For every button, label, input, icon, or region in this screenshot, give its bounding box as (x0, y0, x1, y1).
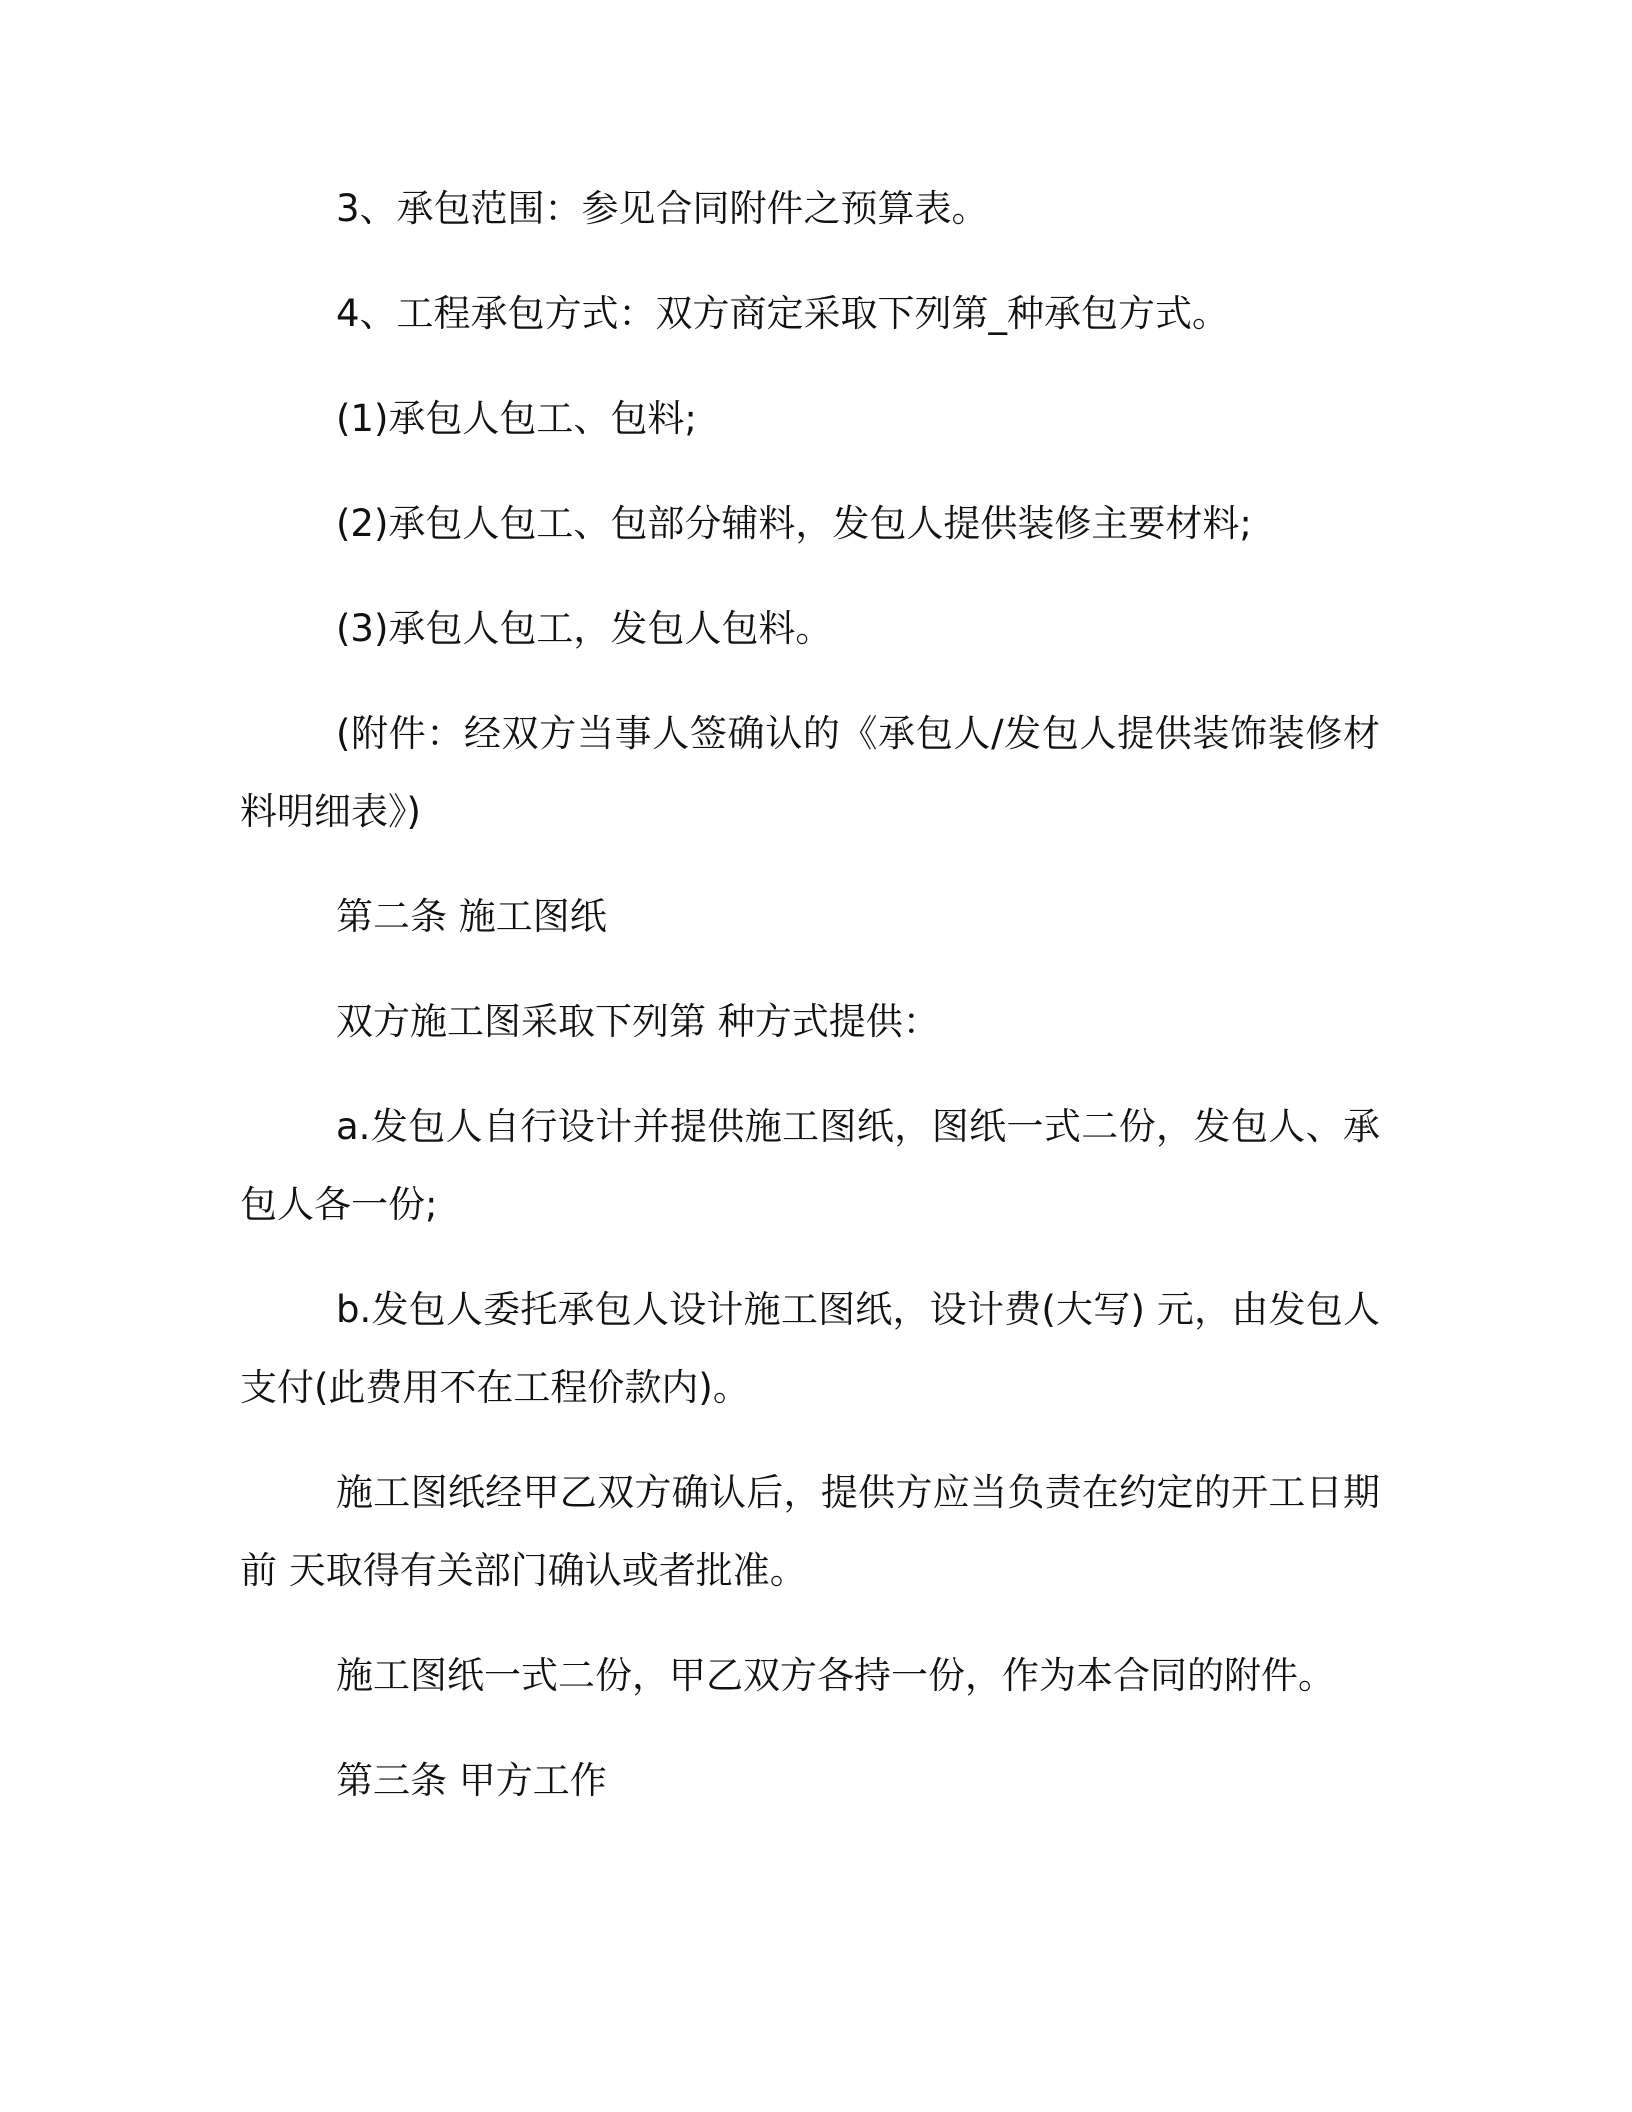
article-2-heading: 第二条 施工图纸 (336, 895, 607, 938)
clause-scope: 3、承包范围：参见合同附件之预算表。 (336, 187, 989, 230)
document-page (240, 170, 1380, 1847)
drawing-option-a: a.发包人自行设计并提供施工图纸，图纸一式二份，发包人、承包人各一份; (240, 1105, 1380, 1226)
attachment-note: (附件：经双方当事人签确认的《承包人/发包人提供装饰装修材料明细表》) (240, 712, 1380, 833)
drawing-copies: 施工图纸一式二份，甲乙双方各持一份，作为本合同的附件。 (336, 1654, 1335, 1697)
clause-contract-method: 4、工程承包方式：双方商定采取下列第_种承包方式。 (336, 292, 1230, 335)
option-1: (1)承包人包工、包料; (336, 397, 697, 440)
drawing-method-intro: 双方施工图采取下列第 种方式提供： (336, 1000, 940, 1043)
article-3-heading: 第三条 甲方工作 (336, 1759, 607, 1802)
drawing-option-b: b.发包人委托承包人设计施工图纸，设计费(大写) 元，由发包人支付(此费用不在工程价款内)。 (240, 1288, 1380, 1409)
option-2: (2)承包人包工、包部分辅料，发包人提供装修主要材料; (336, 502, 1252, 545)
option-3: (3)承包人包工，发包人包料。 (336, 607, 833, 650)
drawing-approval: 施工图纸经甲乙双方确认后，提供方应当负责在约定的开工日期前 天取得有关部门确认或者批准。 (240, 1471, 1380, 1592)
